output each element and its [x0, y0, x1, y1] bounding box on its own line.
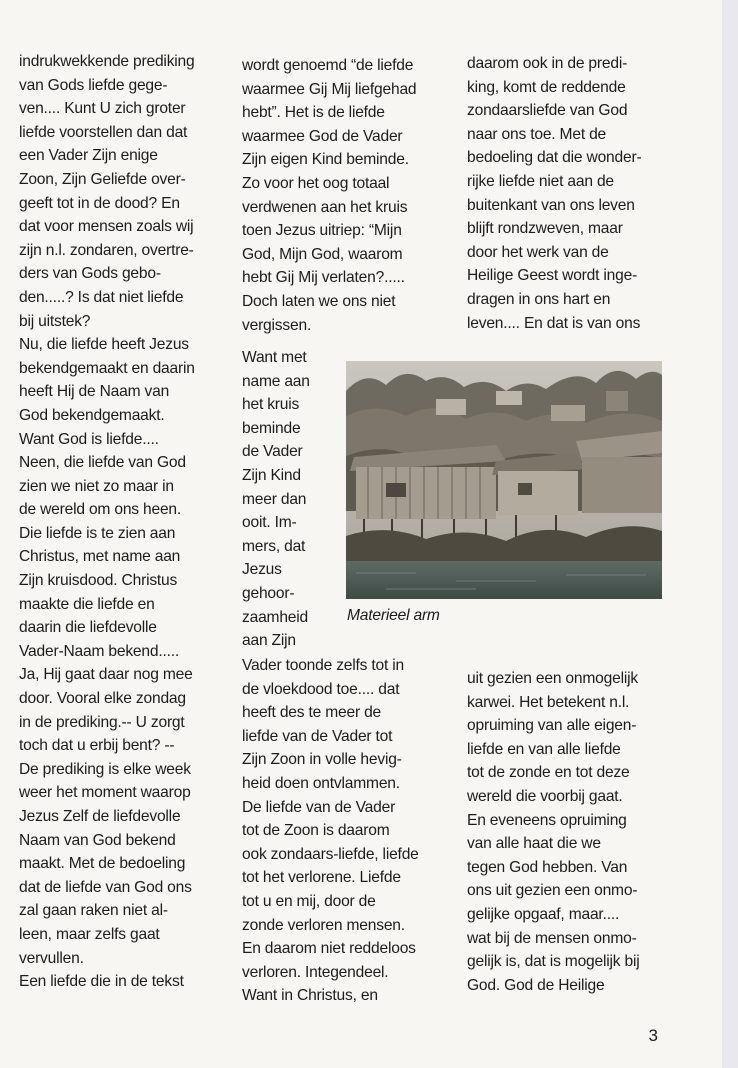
text-line: bedoeling dat die wonder-	[467, 149, 642, 167]
text-line: Jezus Zelf de liefdevolle	[19, 808, 181, 825]
text-line: zal gaan raken niet al-	[19, 902, 168, 920]
text-line: leven.... En dat is van ons	[467, 314, 641, 332]
text-line: hebt”. Het is de liefde	[242, 104, 385, 122]
text-line: tot de zonde en tot deze	[467, 764, 630, 782]
text-line: Want met	[242, 349, 307, 366]
text-line: liefde voorstellen dan dat	[19, 123, 188, 141]
text-line: Die liefde is te zien aan	[19, 524, 176, 542]
text-line: zijn n.l. zondaren, overtre-	[19, 241, 194, 259]
text-line: Een liefde die in de tekst	[19, 973, 184, 991]
text-line: wereld die voorbij gaat.	[467, 787, 623, 805]
text-line: Want God is liefde....	[19, 430, 159, 448]
text-line: de vloekdood toe.... dat	[242, 680, 400, 698]
text-line: Want in Christus, en	[242, 987, 378, 1005]
text-line: Neen, die liefde van God	[19, 454, 186, 472]
text-line: van Gods liefde gege-	[19, 76, 168, 94]
text-line: De prediking is elke week	[19, 760, 191, 778]
text-line: Zijn Zoon in volle hevig-	[242, 751, 402, 769]
text-column-2-bottom	[242, 654, 419, 1008]
text-line: leen, maar zelfs gaat	[19, 925, 160, 943]
text-line: Heilige Geest wordt inge-	[467, 267, 638, 285]
text-line: bekendgemaakt en daarin	[19, 359, 195, 377]
text-line: door het werk van de	[467, 243, 609, 261]
text-line: vervullen.	[19, 949, 84, 967]
text-line: karwei. Het betekent n.l.	[467, 693, 630, 711]
text-line: ook zondaars-liefde, liefde	[242, 845, 419, 863]
text-line: wat bij de mensen onmo-	[467, 929, 637, 947]
text-line: meer dan	[242, 490, 307, 508]
text-line: uit gezien een onmogelijk	[467, 670, 638, 687]
text-line: Vader toonde zelfs tot in	[242, 657, 405, 674]
text-line: rijke liefde niet aan de	[467, 172, 614, 190]
text-line: gelijke opgaaf, maar....	[467, 905, 620, 923]
text-line: beminde	[242, 419, 301, 437]
text-line: den.....? Is dat niet liefde	[19, 288, 184, 306]
text-line: naar ons toe. Met de	[467, 125, 607, 143]
text-line: tot u en mij, door de	[242, 892, 376, 910]
text-line: mers, dat	[242, 537, 306, 555]
text-line: zaamheid	[242, 608, 309, 626]
text-line: waarmee God de Vader	[242, 127, 403, 145]
text-line: een Vader Zijn enige	[19, 147, 158, 165]
text-line: gehoor-	[242, 584, 295, 602]
text-line: ons uit gezien een onmo-	[467, 882, 638, 900]
text-line: wordt genoemd “de liefde	[242, 57, 414, 74]
text-line: toen Jezus uitriep: “Mijn	[242, 222, 402, 240]
text-line: Zo voor het oog totaal	[242, 174, 390, 192]
text-line: Nu, die liefde heeft Jezus	[19, 336, 189, 354]
text-line: maakte die liefde en	[19, 595, 155, 613]
text-line: name aan	[242, 372, 310, 390]
text-line: indrukwekkende prediking	[19, 53, 195, 70]
text-line: verloren. Integendeel.	[242, 963, 389, 981]
text-line: heeft Hij de Naam van	[19, 383, 170, 401]
text-line: de Vader	[242, 443, 303, 461]
text-line: bij uitstek?	[19, 312, 91, 330]
text-line: God. God de Heilige	[467, 976, 605, 994]
text-line: Naam van God bekend	[19, 831, 176, 849]
text-line: God bekendgemaakt.	[19, 406, 165, 424]
text-line: Ja, Hij gaat daar nog mee	[19, 666, 193, 684]
text-line: Christus, met name aan	[19, 548, 181, 566]
text-line: toch dat u erbij bent? --	[19, 737, 175, 755]
text-line: waarmee Gij Mij liefgehad	[242, 80, 417, 98]
text-line: maakt. Met de bedoeling	[19, 855, 186, 873]
text-line: Zoon, Zijn Geliefde over-	[19, 170, 186, 188]
text-line: zondaarsliefde van God	[467, 102, 628, 120]
text-line: Jezus	[242, 561, 282, 579]
text-line: En eveneens opruiming	[467, 811, 627, 829]
text-line: in de prediking.-- U zorgt	[19, 713, 185, 731]
text-line: tegen God hebben. Van	[467, 858, 628, 876]
text-line: de wereld om ons heen.	[19, 501, 182, 519]
page-number: 3	[648, 1026, 658, 1045]
text-line: tot het verlorene. Liefde	[242, 869, 401, 887]
text-line: zien we niet zo maar in	[19, 477, 174, 495]
text-line: zonde verloren mensen.	[242, 916, 405, 934]
text-line: liefde van de Vader tot	[242, 727, 393, 745]
text-column-2-wrap	[242, 346, 310, 653]
text-column-3-bottom	[467, 667, 640, 997]
text-line: ooit. Im-	[242, 514, 297, 532]
text-line: ven.... Kunt U zich groter	[19, 100, 186, 118]
text-line: dat de liefde van God ons	[19, 878, 192, 896]
text-line: tot de Zoon is daarom	[242, 822, 390, 840]
text-line: van alle haat die we	[467, 835, 601, 853]
text-line: Vader-Naam bekend.....	[19, 642, 179, 660]
text-line: En daarom niet reddeloos	[242, 940, 416, 958]
text-line: aan Zijn	[242, 632, 296, 650]
text-line: heid doen ontvlammen.	[242, 774, 400, 792]
text-line: Zijn kruisdood. Christus	[19, 572, 178, 590]
text-line: verdwenen aan het kruis	[242, 198, 408, 216]
text-line: het kruis	[242, 396, 300, 414]
text-line: vergissen.	[242, 316, 312, 334]
photo-shanty-houses-by-water	[346, 361, 662, 599]
text-line: Zijn Kind	[242, 466, 301, 484]
text-line: liefde en van alle liefde	[467, 740, 621, 758]
text-line: Doch laten we ons niet	[242, 292, 396, 310]
text-line: daarin die liefdevolle	[19, 619, 157, 637]
text-line: gelijk is, dat is mogelijk bij	[467, 953, 640, 971]
text-line: blijft rondzweven, maar	[467, 220, 623, 238]
text-line: opruiming van alle eigen-	[467, 717, 637, 735]
text-line: God, Mijn God, waarom	[242, 245, 403, 263]
text-line: dat voor mensen zoals wij	[19, 218, 194, 236]
text-line: hebt Gij Mij verlaten?.....	[242, 269, 405, 287]
text-line: door. Vooral elke zondag	[19, 690, 186, 708]
text-column-1	[19, 50, 195, 994]
text-line: daarom ook in de predi-	[467, 55, 628, 72]
text-line: geeft tot in de dood? En	[19, 194, 180, 212]
text-line: heeft des te meer de	[242, 704, 382, 722]
text-line: De liefde van de Vader	[242, 798, 396, 816]
photo-caption: Materieel arm	[347, 607, 440, 624]
text-line: dragen in ons hart en	[467, 290, 611, 308]
text-line: buitenkant van ons leven	[467, 196, 635, 214]
text-line: ders van Gods gebo-	[19, 265, 161, 283]
text-line: weer het moment waarop	[19, 784, 191, 802]
text-line: king, komt de reddende	[467, 78, 626, 96]
text-line: Zijn eigen Kind beminde.	[242, 151, 409, 169]
text-column-2-top	[242, 54, 416, 337]
text-column-3-top	[467, 52, 641, 335]
